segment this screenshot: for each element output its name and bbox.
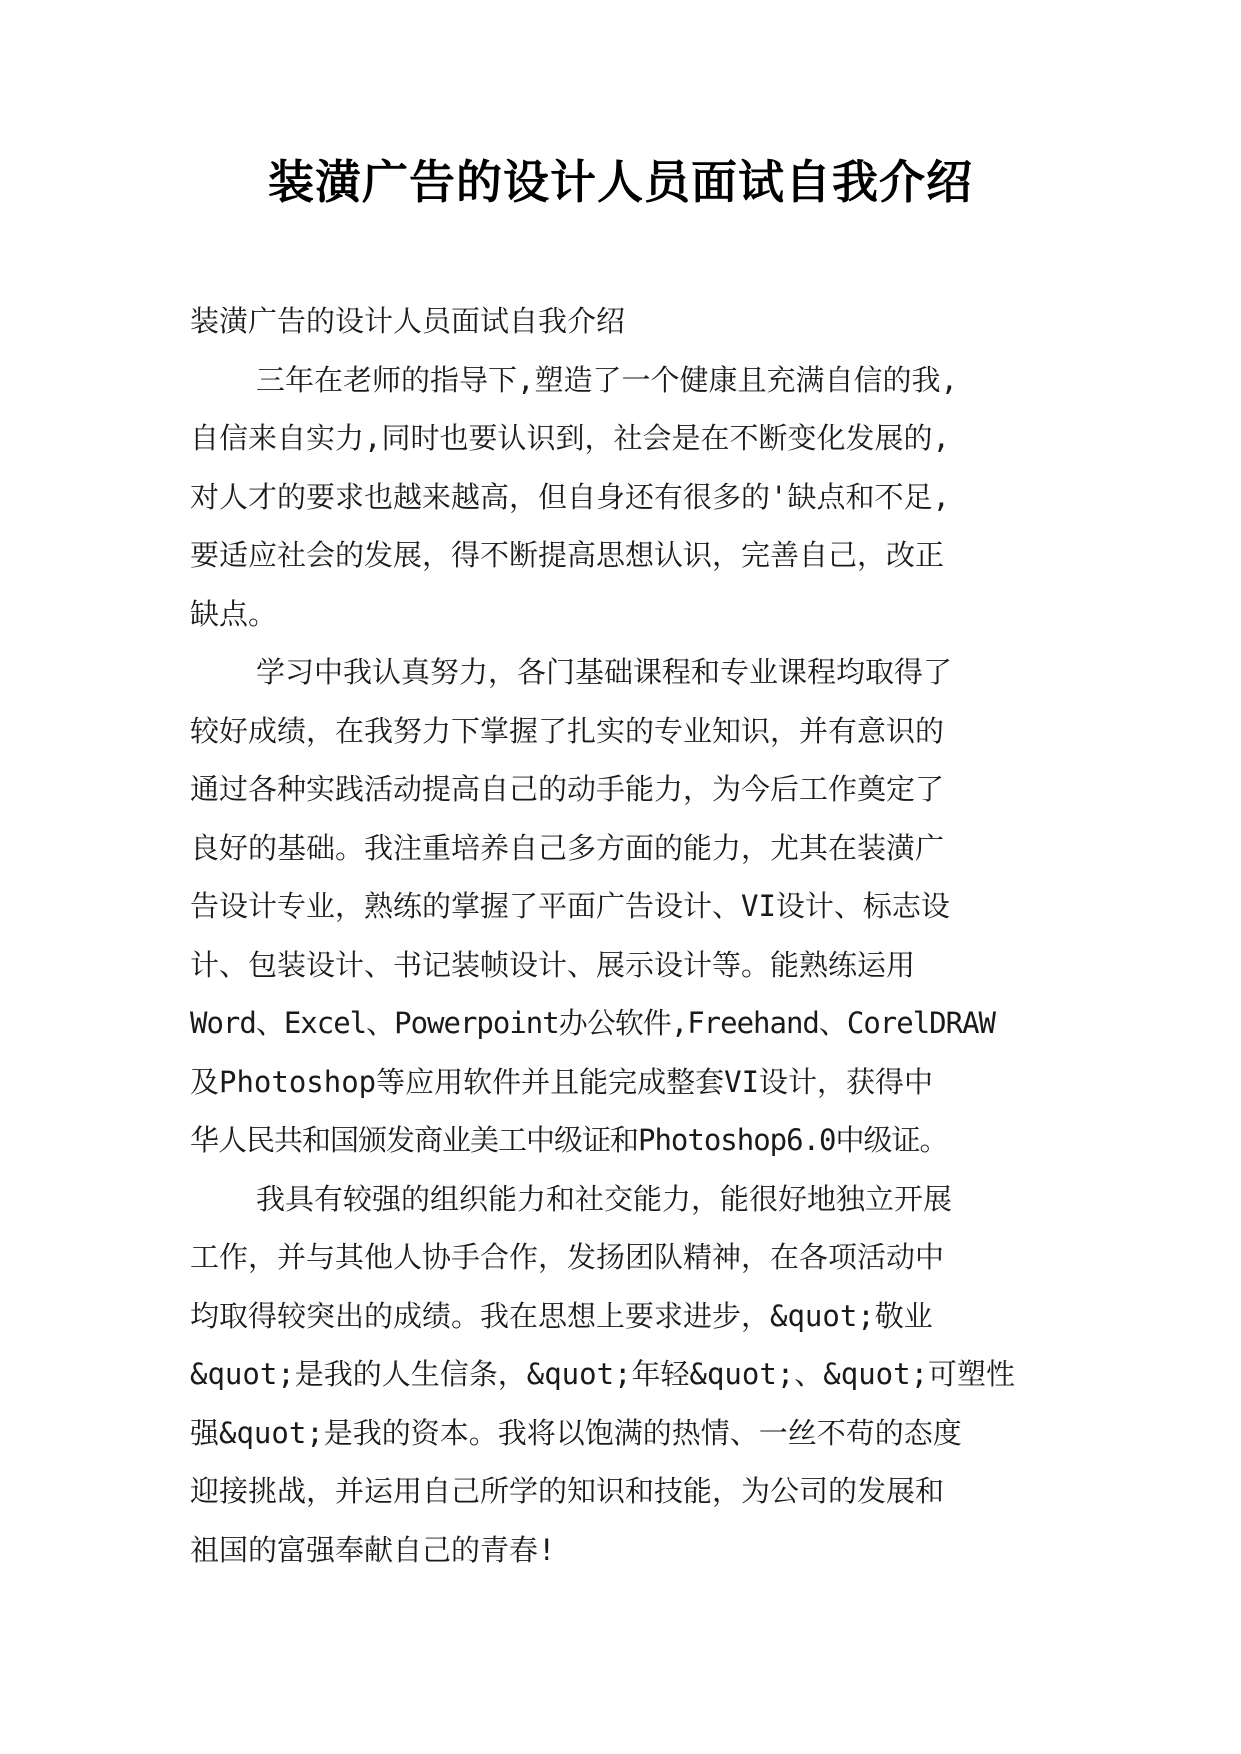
paragraph-2-line: 告设计专业，熟练的掌握了平面广告设计、VI设计、标志设: [190, 889, 950, 923]
paragraph-2-line: 较好成绩，在我努力下掌握了扎实的专业知识，并有意识的: [190, 713, 945, 748]
paragraph-2-line: 华人民共和国颁发商业美工中级证和Photoshop6.0中级证。: [190, 1123, 948, 1157]
paragraph-3-line: 我具有较强的组织能力和社交能力，能很好地独立开展: [256, 1181, 953, 1216]
paragraph-1-line: 对人才的要求也越来越高，但自身还有很多的'缺点和不足,: [190, 479, 950, 514]
paragraph-3-line: 均取得较突出的成绩。我在思想上要求进步，&quot;敬业: [190, 1298, 933, 1333]
paragraph-2-line: Word、Excel、Powerpoint办公软件,Freehand、CorelDRAW: [190, 1006, 996, 1040]
paragraph-3-line: 迎接挑战，并运用自己所学的知识和技能，为公司的发展和: [190, 1474, 945, 1508]
paragraph-1-line: 缺点。: [190, 596, 278, 631]
paragraph-2-line: 及Photoshop等应用软件并且能完成整套VI设计，获得中: [190, 1064, 934, 1099]
paragraph-2-line: 良好的基础。我注重培养自己多方面的能力，尤其在装潢广: [190, 830, 945, 865]
paragraph-2-line: 学习中我认真努力，各门基础课程和专业课程均取得了: [256, 655, 953, 689]
body-line: 装潢广告的设计人员面试自我介绍: [190, 304, 626, 338]
paragraph-3-line: 强&quot;是我的资本。我将以饱满的热情、一丝不苟的态度: [190, 1415, 962, 1450]
paragraph-3-line: &quot;是我的人生信条，&quot;年轻&quot;、&quot;可塑性: [190, 1357, 1016, 1391]
document-body: [190, 292, 1070, 1579]
paragraph-2-line: 计、包装设计、书记装帧设计、展示设计等。能熟练运用: [190, 947, 916, 982]
paragraph-2-line: 通过各种实践活动提高自己的动手能力，为今后工作奠定了: [190, 772, 945, 806]
paragraph-3-line: 祖国的富强奉献自己的青春!: [190, 1532, 556, 1567]
document-title: 装潢广告的设计人员面试自我介绍: [268, 155, 973, 209]
paragraph-1-line: 自信来自实力,同时也要认识到，社会是在不断变化发展的,: [190, 421, 950, 455]
paragraph-1-line: 三年在老师的指导下,塑造了一个健康且充满自信的我,: [256, 362, 958, 397]
paragraph-1-line: 要适应社会的发展，得不断提高思想认识，完善自己，改正: [190, 538, 945, 572]
paragraph-3-line: 工作，并与其他人协手合作，发扬团队精神，在各项活动中: [190, 1240, 945, 1274]
